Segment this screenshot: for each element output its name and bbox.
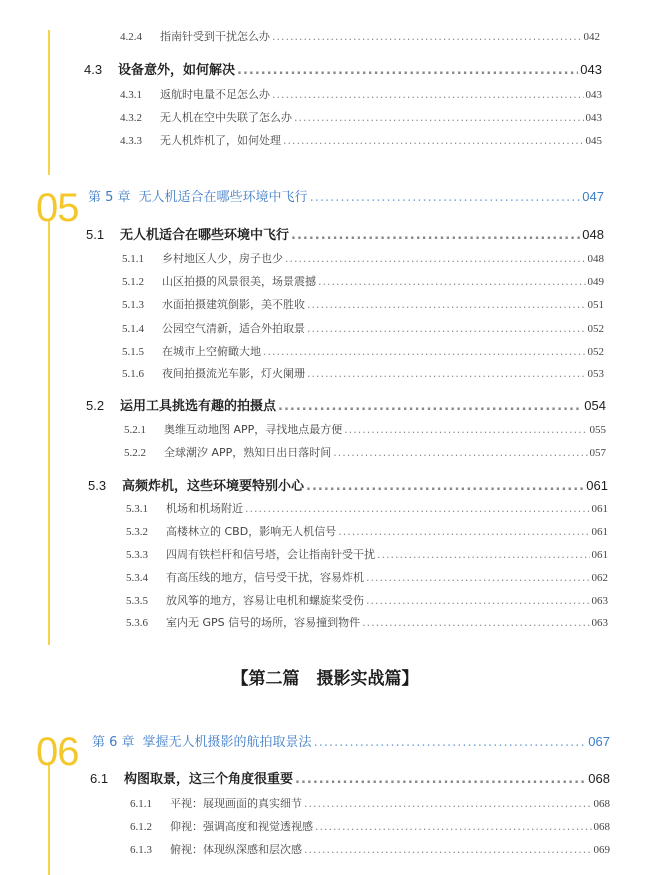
entry-page: 068 (593, 821, 610, 833)
toc-section-5-2[interactable] (86, 395, 606, 414)
entry-title: 返航时电量不足怎么办 (160, 88, 270, 101)
dot-leader (291, 228, 580, 243)
dot-leader (285, 252, 586, 265)
section-number: 6.1 (90, 771, 109, 786)
entry-number: 4.3.3 (120, 135, 142, 147)
chapter-label: 第 5 章 (88, 190, 131, 205)
section-title: 高频炸机，这些环境要特别小心 (122, 479, 305, 494)
chapter-title: 掌握无人机摄影的航拍取景法 (142, 735, 312, 750)
section-number: 4.3 (84, 62, 103, 77)
section-title: 无人机适合在哪些环境中飞行 (120, 228, 290, 243)
entry-title: 仰视：强调高度和视觉透视感 (170, 820, 313, 833)
dot-leader (338, 525, 589, 538)
chapter-page: 047 (582, 189, 604, 204)
dot-leader (278, 399, 582, 414)
entry-title: 乡村地区人少，房子也少 (162, 252, 283, 265)
entry-number: 5.3.4 (126, 572, 148, 584)
dot-leader (344, 423, 587, 436)
dot-leader (304, 797, 592, 810)
toc-entry-5-1-3[interactable] (122, 296, 604, 312)
entry-page: 063 (591, 595, 608, 607)
entry-number: 5.3.6 (126, 617, 148, 629)
entry-number: 5.1.2 (122, 276, 144, 288)
dot-leader (307, 298, 586, 311)
entry-number: 6.1.3 (130, 844, 152, 856)
entry-number: 5.3.5 (126, 595, 148, 607)
toc-section-5-1[interactable] (86, 224, 604, 243)
dot-leader (366, 571, 590, 584)
entry-page: 052 (587, 323, 604, 335)
entry-page: 053 (587, 368, 604, 380)
entry-page: 061 (591, 503, 608, 515)
entry-page: 057 (589, 447, 606, 459)
entry-number: 5.3.3 (126, 549, 148, 561)
entry-page: 062 (591, 572, 608, 584)
entry-number: 5.1.6 (122, 368, 144, 380)
toc-entry-5-2-2[interactable] (124, 444, 606, 460)
entry-page: 045 (585, 135, 602, 147)
toc-entry-5-1-5[interactable] (122, 343, 604, 359)
entry-page: 068 (593, 798, 610, 810)
toc-entry-4-3-3[interactable] (120, 132, 602, 148)
part-title: 【第二篇 摄影实战篇】 (231, 669, 419, 689)
toc-entry-5-3-1[interactable] (126, 500, 608, 516)
entry-page: 043 (585, 89, 602, 101)
toc-entry-5-2-1[interactable] (124, 421, 606, 437)
section-page: 068 (588, 771, 610, 786)
entry-title: 夜间拍摄流光车影，灯火阑珊 (162, 367, 305, 380)
entry-title: 机场和机场附近 (166, 502, 243, 515)
entry-page: 048 (587, 253, 604, 265)
entry-page: 063 (591, 617, 608, 629)
section-page: 054 (584, 398, 606, 413)
entry-number: 4.3.2 (120, 112, 142, 124)
entry-number: 5.1.4 (122, 323, 144, 335)
entry-title: 指南针受到干扰怎么办 (160, 30, 270, 43)
entry-page: 055 (589, 424, 606, 436)
dot-leader (245, 502, 590, 515)
toc-entry-5-3-6[interactable] (126, 614, 608, 630)
entry-number: 5.1.3 (122, 299, 144, 311)
entry-title: 有高压线的地方，信号受干扰，容易炸机 (166, 571, 364, 584)
section-page: 061 (586, 478, 608, 493)
dot-leader (377, 548, 590, 561)
chapter-title: 无人机适合在哪些环境中飞行 (138, 190, 308, 205)
entry-page: 051 (587, 299, 604, 311)
toc-entry-5-3-3[interactable] (126, 546, 608, 562)
entry-title: 无人机在空中失联了怎么办 (160, 111, 292, 124)
entry-number: 4.3.1 (120, 89, 142, 101)
margin-bar-ch5 (48, 220, 50, 645)
toc-section-6-1[interactable] (90, 768, 610, 787)
entry-number: 5.1.1 (122, 253, 144, 265)
dot-leader (307, 322, 586, 335)
entry-title: 四周有铁栏杆和信号塔，会让指南针受干扰 (166, 548, 375, 561)
entry-title: 俯视：体现纵深感和层次感 (170, 843, 302, 856)
entry-title: 奥维互动地图 APP，寻找地点最方便 (164, 423, 343, 436)
toc-entry-5-3-2[interactable] (126, 523, 608, 539)
toc-entry-5-1-2[interactable] (122, 273, 604, 289)
entry-title: 无人机炸机了，如何处理 (160, 134, 281, 147)
entry-title: 全球潮汐 APP，熟知日出日落时间 (164, 446, 332, 459)
entry-title: 放风筝的地方，容易让电机和螺旋桨受伤 (166, 594, 364, 607)
entry-page: 061 (591, 526, 608, 538)
section-title: 构图取景，这三个角度很重要 (124, 772, 294, 787)
dot-leader (315, 820, 592, 833)
dot-leader (283, 134, 584, 147)
dot-leader (362, 616, 589, 629)
dot-leader (294, 111, 584, 124)
entry-title: 平视：展现画面的真实细节 (170, 797, 302, 810)
toc-entry-5-3-5[interactable] (126, 592, 608, 608)
dot-leader (237, 63, 578, 78)
toc-entry-5-3-4[interactable] (126, 569, 608, 585)
dot-leader (272, 30, 582, 43)
dot-leader (307, 367, 586, 380)
chapter-label: 第 6 章 (92, 735, 135, 750)
entry-number: 5.1.5 (122, 346, 144, 358)
dot-leader (333, 446, 587, 459)
margin-bar-top (48, 30, 50, 175)
toc-entry-6-1-3[interactable] (130, 841, 610, 857)
toc-chapter-6[interactable] (92, 731, 610, 750)
toc-section-4-3[interactable] (84, 59, 602, 78)
section-title: 设备意外，如何解决 (118, 63, 236, 78)
section-number: 5.2 (86, 398, 105, 413)
margin-bar-ch6 (48, 762, 50, 875)
entry-page: 061 (591, 549, 608, 561)
entry-title: 在城市上空俯瞰大地 (162, 345, 261, 358)
entry-page: 043 (585, 112, 602, 124)
entry-number: 5.3.1 (126, 503, 148, 515)
toc-entry-5-1-4[interactable] (122, 320, 604, 336)
toc-section-5-3[interactable] (88, 475, 608, 494)
entry-title: 室内无 GPS 信号的场所，容易撞到物件 (166, 616, 361, 629)
entry-number: 6.1.2 (130, 821, 152, 833)
section-number: 5.1 (86, 227, 105, 242)
entry-page: 052 (587, 346, 604, 358)
dot-leader (295, 772, 586, 787)
entry-page: 069 (593, 844, 610, 856)
chapter-page: 067 (588, 734, 610, 749)
entry-number: 5.3.2 (126, 526, 148, 538)
section-number: 5.3 (88, 478, 107, 493)
toc-entry-6-1-1[interactable] (130, 795, 610, 811)
entry-title: 高楼林立的 CBD，影响无人机信号 (166, 525, 337, 538)
entry-page: 049 (587, 276, 604, 288)
toc-chapter-5[interactable] (88, 186, 604, 205)
entry-number: 5.2.1 (124, 424, 146, 436)
entry-number: 5.2.2 (124, 447, 146, 459)
toc-entry-5-1-6[interactable] (122, 365, 604, 381)
entry-title: 水面拍摄建筑倒影，美不胜收 (162, 298, 305, 311)
dot-leader (263, 345, 586, 358)
entry-page: 042 (583, 31, 600, 43)
section-page: 048 (582, 227, 604, 242)
dot-leader (314, 735, 587, 750)
entry-title: 公园空气清新，适合外拍取景 (162, 322, 305, 335)
section-title: 运用工具挑选有趣的拍摄点 (120, 399, 277, 414)
dot-leader (306, 479, 584, 494)
toc-entry-6-1-2[interactable] (130, 818, 610, 834)
chapter-5-number: 05 (36, 186, 79, 230)
toc-entry-5-1-1[interactable] (122, 250, 604, 266)
entry-number: 4.2.4 (120, 31, 142, 43)
toc-entry-4-3-1[interactable] (120, 86, 602, 102)
dot-leader (318, 275, 586, 288)
entry-title: 山区拍摄的风景很美，场景震撼 (162, 275, 316, 288)
dot-leader (272, 88, 584, 101)
chapter-6-number: 06 (36, 730, 79, 774)
dot-leader (366, 594, 590, 607)
entry-number: 6.1.1 (130, 798, 152, 810)
dot-leader (310, 190, 581, 205)
dot-leader (304, 843, 592, 856)
section-page: 043 (580, 62, 602, 77)
toc-entry-4-2-4[interactable] (120, 28, 600, 44)
toc-entry-4-3-2[interactable] (120, 109, 602, 125)
